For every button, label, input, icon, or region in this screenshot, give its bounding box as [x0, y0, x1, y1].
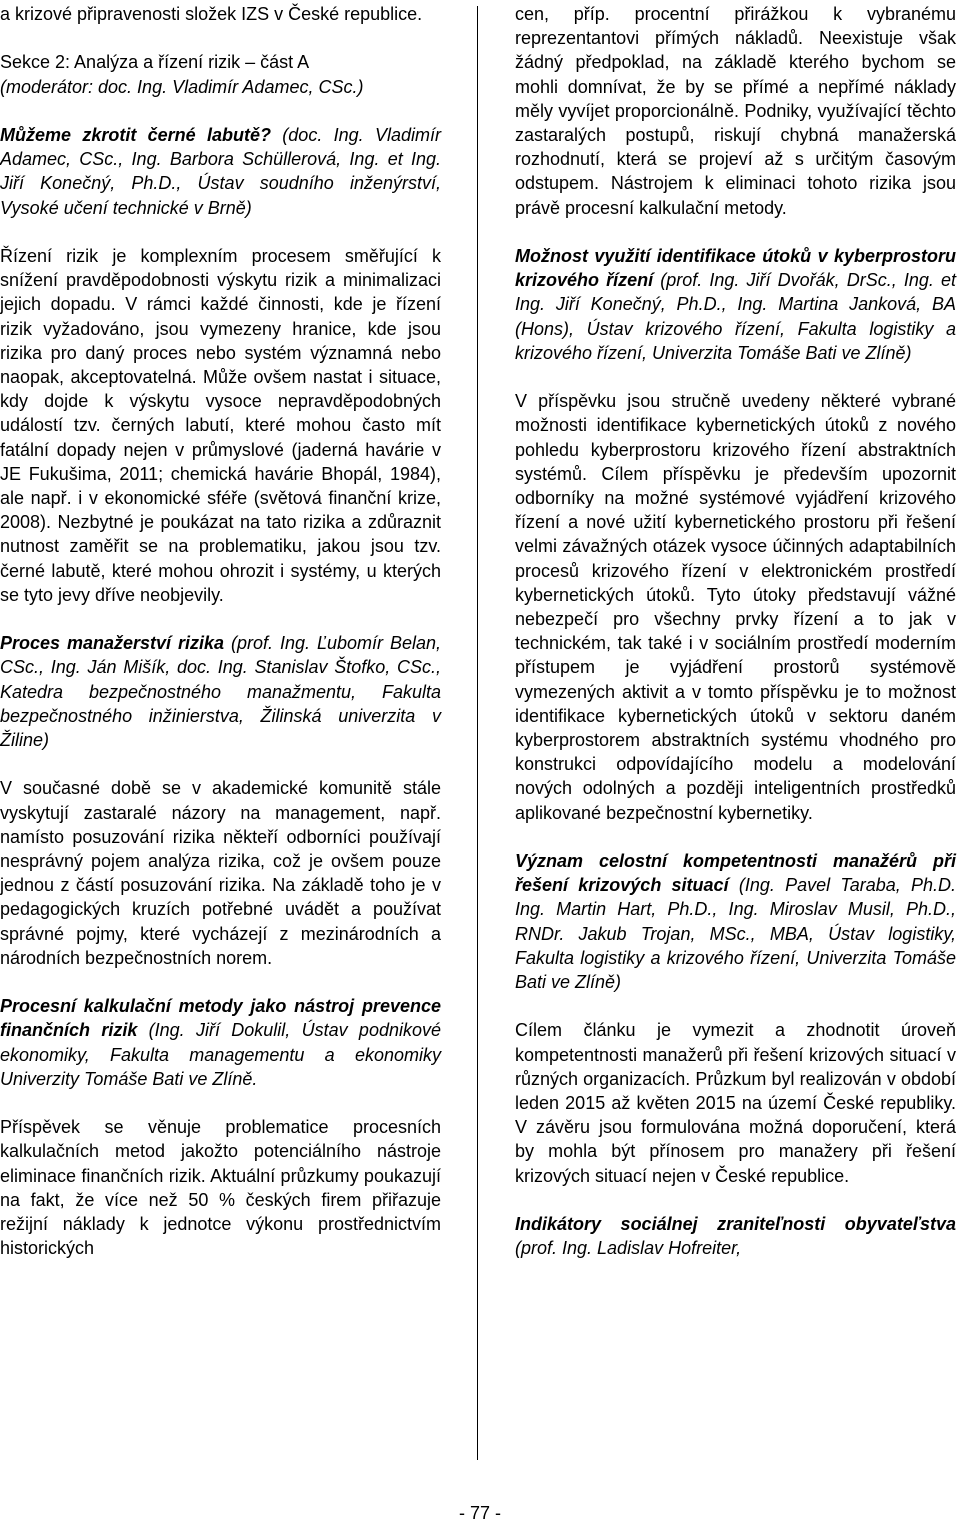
article-2-header — [0, 631, 441, 752]
article-5-header — [515, 849, 956, 994]
article-1-body: Řízení rizik je komplexním procesem směřující k snížení pravděpodobnosti výskytu rizik a minimalizaci jejich dopadu. V rámci každé činnosti, kde je řízení rizik vyžadováno, jsou vymezeny hranice, kde jsou rizika pro daný proces nebo systém významná nebo naopak, akceptovatelná. Může ovšem nastat i situace, kdy dojde k výskytu vysoce nepravděpodobných událostí tzv. černých labutí, které mohou často mít fatální dopady nejen v průmyslové (jaderná havárie v JE Fukušima, 2011; chemická havárie Bhopál, 1984), ale např. i v ekonomické sféře (světová finanční krize, 2008). Nezbytné je poukázat na tato rizika a zdůraznit nutnost zaměřit se na problematiku, jakou jsou tzv. černé labutě, které mohou ohrozit i systémy, u kterých se tyto jevy dříve neobjevily. — [0, 245, 441, 605]
left-column — [0, 2, 441, 1260]
article-4-header — [515, 244, 956, 365]
section-2-heading — [0, 50, 441, 98]
article-3-body: Příspěvek se věnuje problematice procesních kalkulačních metod jakožto potenciálního nástroje eliminace finančních rizik. Aktuální průzkumy poukazují na fakt, že více než 50 % českých firem přiřazuje režijní náklady k jednotce výkonu prostřednictvím historických — [0, 1117, 441, 1259]
intro-paragraph: a krizové připravenosti složek IZS v České republice. — [0, 4, 423, 24]
article-1-authors: (doc. Ing. Vladimír Adamec, CSc., Ing. Barbora Schüllerová, Ing. et Ing. Jiří Konečný, Ph.D., Ústav soudního inženýrství, Vysoké učení technické v Brně) — [0, 124, 441, 218]
article-4-authors: (prof. Ing. Jiří Dvořák, DrSc., Ing. et Ing. Jiří Konečný, Ph.D., Ing. Martina Janková, BA (Hons), Ústav krizového řízení, Fakulta logistiky a krizového řízení, Univerzita Tomáše Bati ve Zlíně) — [515, 270, 956, 363]
column-divider — [477, 6, 478, 1460]
article-4-title: Možnost využití identifikace útoků v kyberprostoru krizového řízení — [515, 246, 956, 291]
article-1-title: Můžeme zkrotit černé labutě? — [0, 124, 271, 145]
article-5-body: Cílem článku je vymezit a zhodnotit úroveň kompetentnosti manažerů při řešení krizových situací v různých organizacích. Průzkum byl realizován v období leden 2015 až květen 2015 na území České republiky. V závěru jsou formulována možná doporučení, která by mohla být přínosem pro manažery při řešení krizových situací nejen v České republice. — [515, 1020, 956, 1186]
article-2-authors: (prof. Ing. Ľubomír Belan, CSc., Ing. Ján Mišík, doc. Ing. Stanislav Štofko, CSc., Katedra bezpečnostného manažmentu, Fakulta bezpečnostného inžinierstva, Žilinská univerzita v Žiline) — [0, 633, 441, 751]
article-4-body: V příspěvku jsou stručně uvedeny některé vybrané možnosti identifikace kybernetických útoků z nového pohledu kyberprostoru krizového řízení abstraktních systémů. Cílem příspěvku je především upozornit odborníky na možné systémové vyjádření krizového řízení a nové užití kybernetického prostoru při řešení velmi závažných otázek vysoce účinných adaptabilních procesů krizového řízení v elektronickém prostředí kybernetických útoků. Tyto útoky představují vážné nebezpečí pro všechny prvky řízení a to jak v technickém, tak také i v sociálním prostředí moderním přístupem je vyjádření prostorů systémově vymezených aktivit a v tomto příspěvku je to možnost identifikace kybernetických útoků v sektoru daném kyberprostorem abstraktních systému vhodného pro konstrukci odpovídajícího modelu a modelování nových odolných a později inteligentních prostředků aplikované bezpečnostní kybernetiky. — [515, 391, 956, 823]
article-3-title: Procesní kalkulační metody jako nástroj prevence finančních rizik — [0, 996, 441, 1041]
article-6-authors: (prof. Ing. Ladislav Hofreiter, — [515, 1238, 742, 1259]
article-5-authors: (Ing. Pavel Taraba, Ph.D. Ing. Martin Hart, Ph.D., Ing. Miroslav Musil, Ph.D., RNDr. Jakub Trojan, MSc., MBA, Ústav logistiky, Fakulta logistiky a krizového řízení, Univerzita Tomáše Bati ve Zlíně) — [515, 875, 956, 993]
section-2-moderator: (moderátor: doc. Ing. Vladimír Adamec, CSc.) — [0, 76, 364, 97]
article-6-title: Indikátory sociálnej zraniteľnosti obyvateľstva — [515, 1214, 956, 1235]
article-2-body: V současné době se v akademické komunitě stále vyskytují zastaralé názory na management, např. namísto posuzování rizika někteří odborníci používají nesprávný pojem analýza rizika, což je ovšem pouze jednou z částí posuzování rizika. Na základě toho je v pedagogických kruzích potřebné uvádět a používat správné pojmy, které vycházejí z mezinárodních a národních bezpečnostních norem. — [0, 778, 441, 968]
article-3-authors: (Ing. Jiří Dokulil, Ústav podnikové ekonomiky, Fakulta managementu a ekonomiky Univerzity Tomáše Bati ve Zlíně. — [0, 1020, 441, 1089]
article-6-header — [515, 1212, 956, 1260]
article-1-header — [0, 123, 441, 220]
article-5-title: Význam celostní kompetentnosti manažérů při řešení krizových situací — [515, 851, 956, 896]
section-2-title: Sekce 2: Analýza a řízení rizik – část A — [0, 52, 310, 73]
article-3-body-continued: cen, příp. procentní přirážkou k vybranému reprezentantovi přímých nákladů. Neexistuje však žádný předpoklad, na základě kterého bychom se mohli domnívat, že by se přímé a nepřímé náklady měly vyvíjet proporcionálně. Podniky, využívající těchto zastaralých postupů, riskují chybná manažerská rozhodnutí, která se projeví až s určitým časovým odstupem. Nástrojem k eliminaci tohoto rizika jsou právě procesní kalkulační metody. — [515, 4, 956, 218]
page-number: - 77 - — [458, 1503, 501, 1523]
article-2-title: Proces manažerství rizika — [0, 633, 225, 654]
article-3-header — [0, 994, 441, 1091]
right-column — [515, 2, 956, 1260]
